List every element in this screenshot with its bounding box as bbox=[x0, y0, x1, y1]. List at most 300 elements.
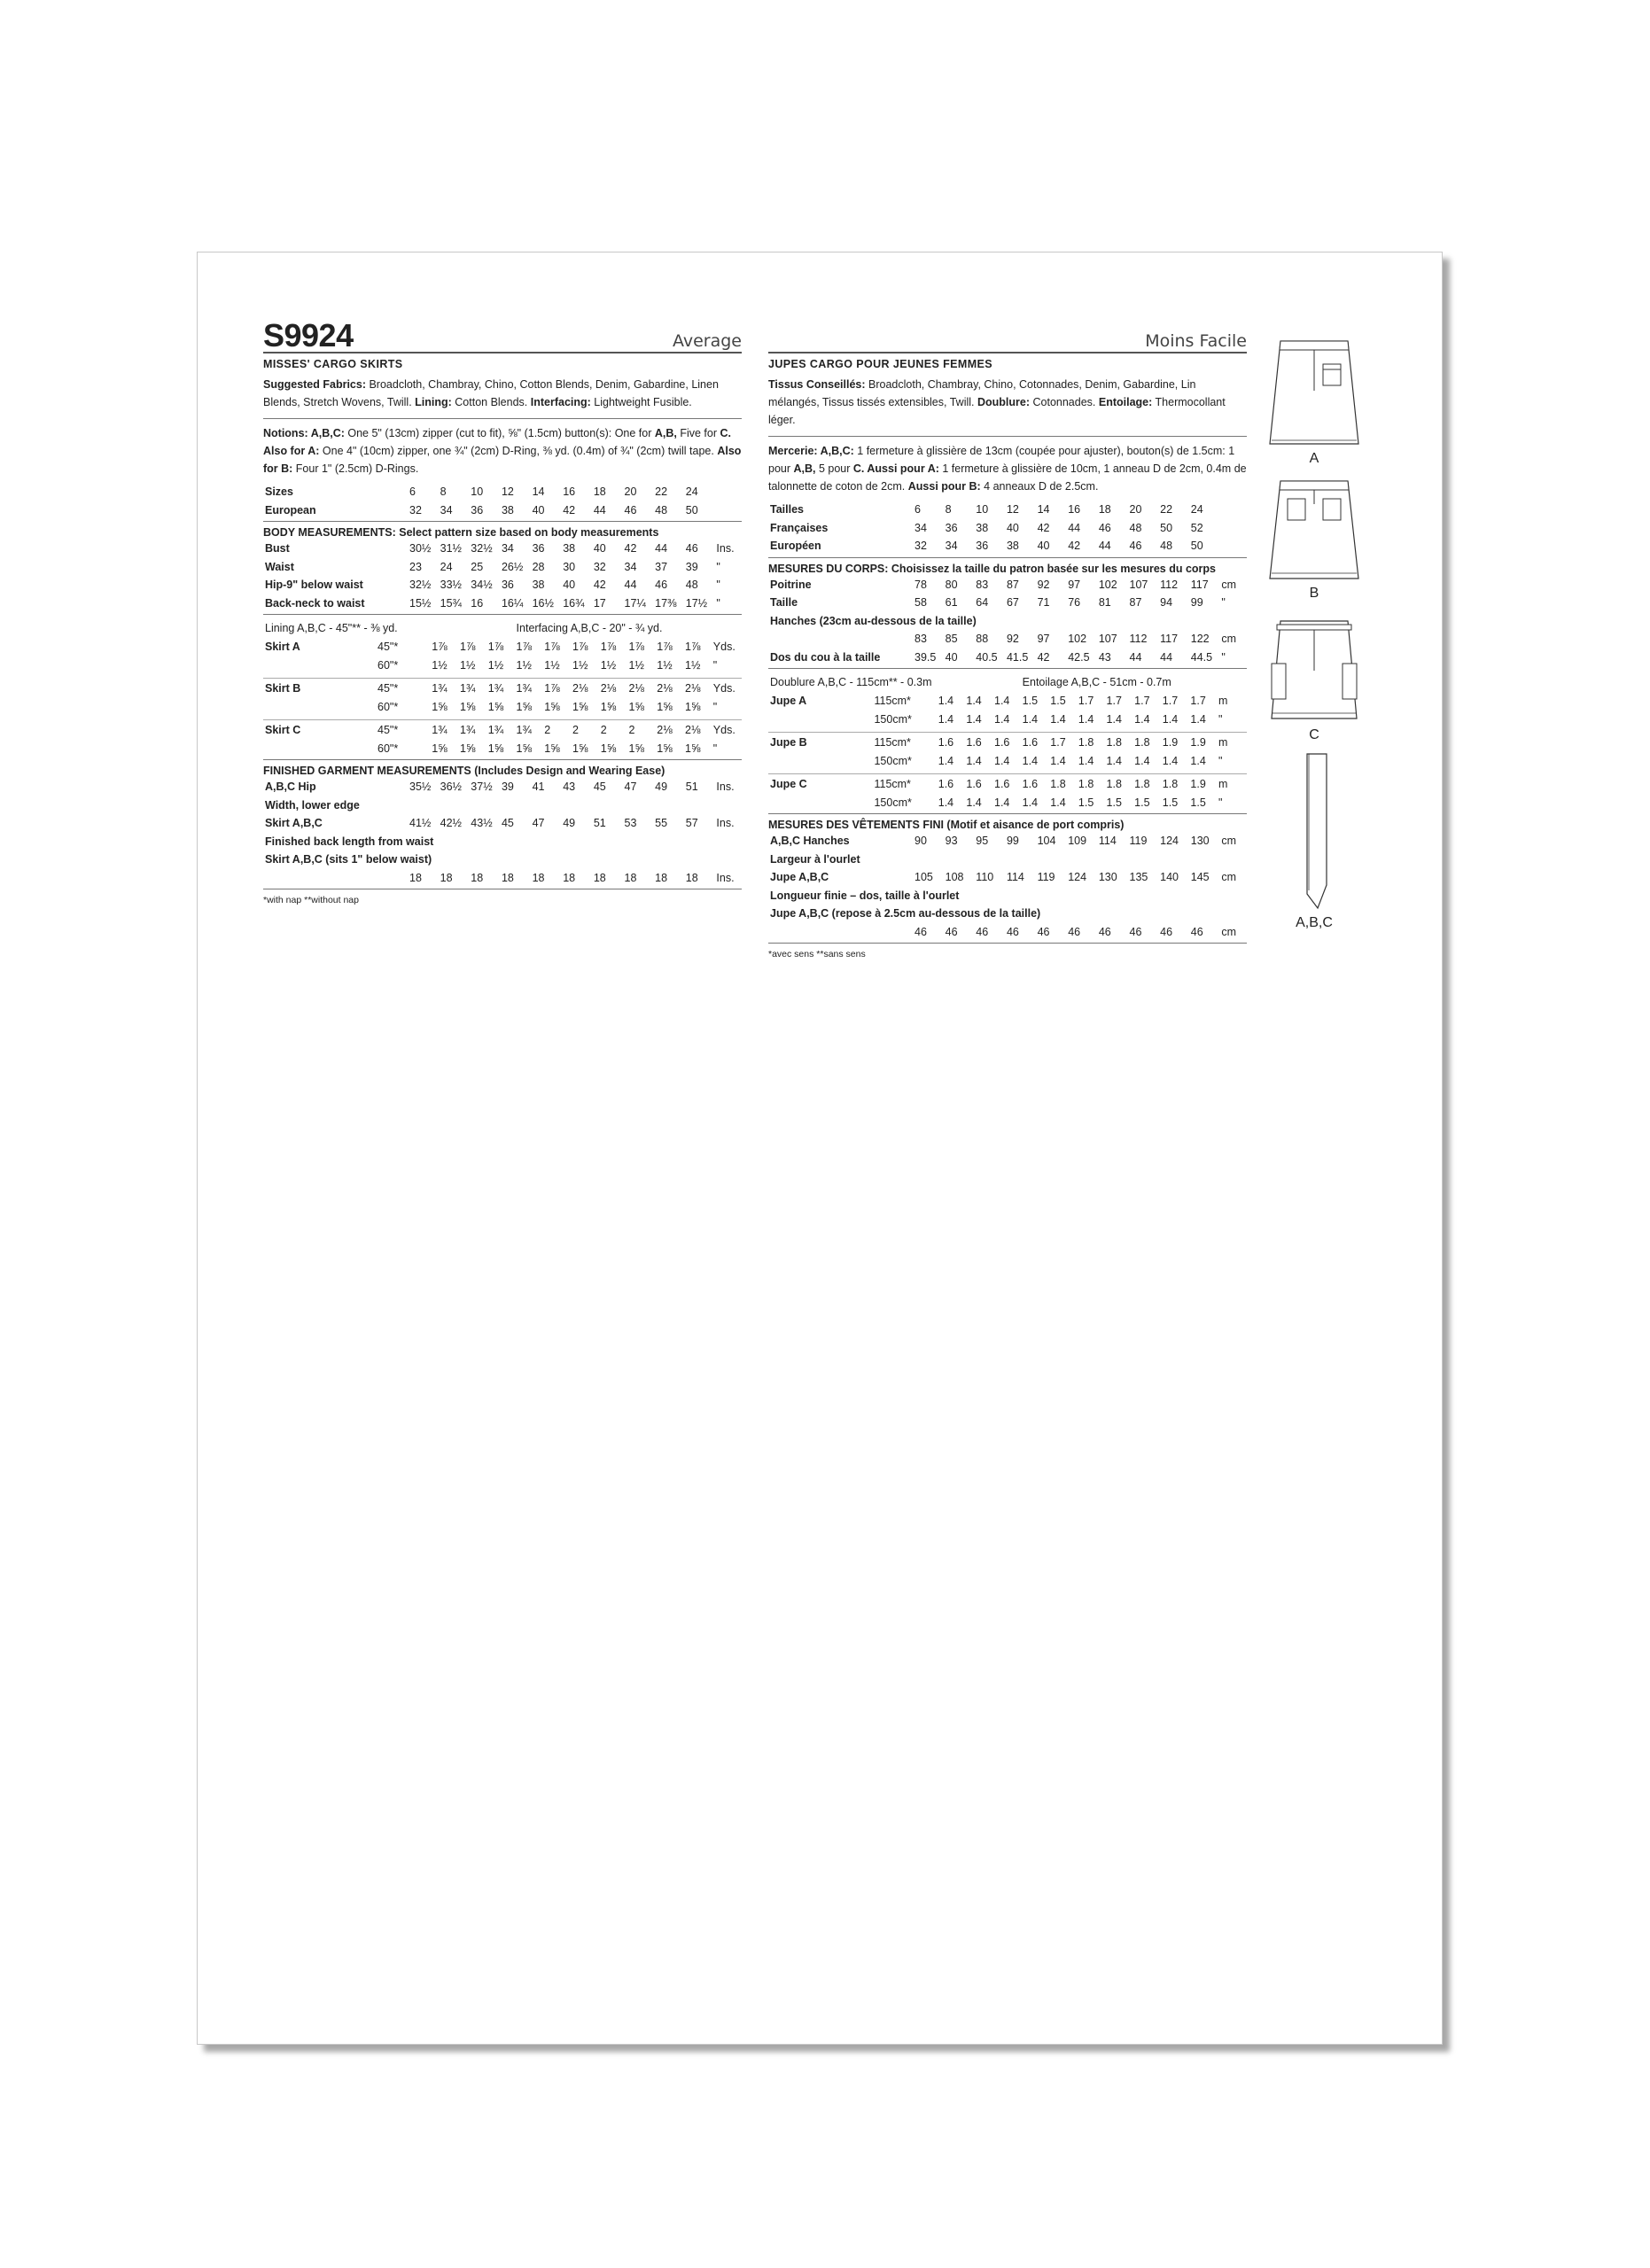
row-label bbox=[768, 710, 872, 728]
unit: Ins. bbox=[716, 817, 735, 830]
table-row bbox=[768, 832, 1247, 850]
cell-value: 46 bbox=[1160, 925, 1173, 938]
cell-value: 1½ bbox=[685, 658, 701, 672]
unit: cm bbox=[1221, 835, 1237, 848]
cell-value: 40 bbox=[532, 503, 545, 517]
unit bbox=[1219, 537, 1247, 555]
row-label: A,B,C Hip bbox=[265, 781, 316, 794]
cell-value: 90 bbox=[915, 835, 927, 848]
cell-value: 1⅝ bbox=[487, 742, 504, 755]
table-row bbox=[768, 868, 1247, 887]
cell-value: 20 bbox=[1129, 503, 1142, 517]
cell-value: 1.4 bbox=[1106, 712, 1122, 726]
cell-value: 46 bbox=[976, 925, 989, 938]
cell-value: 2⅛ bbox=[572, 681, 588, 695]
cell-value: 2⅛ bbox=[628, 681, 644, 695]
cell-value: 1¾ bbox=[460, 723, 476, 736]
footnote: *with nap **without nap bbox=[263, 895, 359, 905]
cell-value: 135 bbox=[1129, 871, 1148, 884]
cell-value: 12 bbox=[501, 485, 514, 499]
cell-value: 1⅞ bbox=[516, 640, 532, 653]
cell-value: 10 bbox=[471, 485, 484, 499]
fabric-width: 60"* bbox=[377, 700, 399, 713]
row-label: Hip-9" below waist bbox=[265, 579, 363, 592]
unit: m bbox=[1218, 735, 1228, 749]
unit: cm bbox=[1221, 871, 1237, 884]
cell-value: 107 bbox=[1098, 633, 1117, 646]
table-row bbox=[263, 697, 742, 716]
cell-value: 8 bbox=[440, 485, 447, 499]
cell-value: 17⅜ bbox=[655, 596, 677, 610]
cell-value: 1.7 bbox=[1106, 694, 1122, 707]
cell-value: 1.7 bbox=[1134, 694, 1150, 707]
cell-value: 22 bbox=[655, 485, 668, 499]
cell-value: 1.7 bbox=[1050, 735, 1066, 749]
row-label: Waist bbox=[265, 560, 294, 573]
cell-value: 42 bbox=[1068, 540, 1081, 553]
cell-value: 1.6 bbox=[938, 777, 954, 790]
row-label: Jupe C bbox=[770, 777, 807, 790]
table-row bbox=[768, 630, 1247, 649]
cell-value: 97 bbox=[1068, 578, 1081, 591]
cell-value: 1⅞ bbox=[657, 640, 673, 653]
cell-value: 1½ bbox=[544, 658, 560, 672]
fabric-width: 60"* bbox=[377, 658, 399, 672]
cell-value: 107 bbox=[1129, 578, 1148, 591]
cell-value: 46 bbox=[1190, 925, 1203, 938]
cell-value: 1¾ bbox=[460, 681, 476, 695]
cell-value: 42 bbox=[1037, 650, 1050, 664]
cell-value: 1⅞ bbox=[487, 640, 504, 653]
cell-value: 95 bbox=[976, 835, 989, 848]
row-label: Jupe A,B,C bbox=[770, 871, 829, 884]
table-row bbox=[768, 612, 1247, 631]
size-table-fr bbox=[768, 501, 1247, 555]
row-label: Tailles bbox=[770, 503, 804, 517]
body-measurements-table bbox=[263, 540, 742, 612]
finished-measurements-table bbox=[263, 778, 742, 887]
table-row bbox=[263, 850, 742, 869]
cell-value: 44 bbox=[1129, 650, 1142, 664]
cell-value: 22 bbox=[1160, 503, 1173, 517]
cell-value: 85 bbox=[945, 633, 958, 646]
cell-value: 38 bbox=[501, 503, 514, 517]
table-row bbox=[768, 905, 1247, 923]
cell-value: 124 bbox=[1160, 835, 1179, 848]
unit: cm bbox=[1221, 925, 1237, 938]
cell-value: 47 bbox=[532, 817, 545, 830]
cell-value: 1.4 bbox=[1190, 754, 1206, 767]
table-row bbox=[768, 850, 1247, 869]
cell-value: 53 bbox=[624, 817, 637, 830]
cell-value: 1⅝ bbox=[685, 742, 701, 755]
cell-value: 32 bbox=[409, 503, 422, 517]
cell-value: 44 bbox=[624, 579, 637, 592]
cell-value: 43½ bbox=[471, 817, 493, 830]
cell-value: 10 bbox=[976, 503, 989, 517]
cell-value: 2⅛ bbox=[600, 681, 617, 695]
pattern-envelope-back bbox=[197, 252, 1443, 2045]
cell-value: 1.4 bbox=[1078, 712, 1094, 726]
row-label: European bbox=[265, 503, 316, 517]
cell-value: 38 bbox=[532, 579, 545, 592]
cell-value: 1½ bbox=[657, 658, 673, 672]
cell-value: 1½ bbox=[432, 658, 448, 672]
cell-value: 1.9 bbox=[1190, 777, 1206, 790]
table-row bbox=[263, 796, 742, 815]
cell-value: 45 bbox=[593, 781, 606, 794]
pattern-number: S9924 bbox=[263, 317, 354, 353]
body-measurements-title-fr: MESURES DU CORPS: Choisissez la taille du patron basée sur les mesures du corps bbox=[768, 562, 1217, 575]
cell-value: 30 bbox=[563, 560, 576, 573]
table-row bbox=[263, 869, 742, 888]
cell-value: 41.5 bbox=[1006, 650, 1029, 664]
table-row bbox=[768, 501, 1247, 519]
cell-value: 36 bbox=[976, 540, 989, 553]
cell-value: 40 bbox=[945, 650, 958, 664]
cell-value: 99 bbox=[1006, 835, 1019, 848]
cell-value: 24 bbox=[440, 560, 453, 573]
cell-value: 2⅛ bbox=[685, 723, 701, 736]
cell-value: 1.4 bbox=[1022, 754, 1039, 767]
cell-value: 39 bbox=[501, 781, 514, 794]
view-c-label: C bbox=[1309, 727, 1319, 742]
table-row bbox=[768, 519, 1247, 538]
view-a-label: A bbox=[1309, 451, 1319, 466]
cell-value: 1½ bbox=[628, 658, 644, 672]
cell-value: 26½ bbox=[501, 560, 524, 573]
fabric-width: 115cm* bbox=[874, 735, 911, 749]
cell-value: 36 bbox=[501, 579, 514, 592]
row-label bbox=[768, 923, 913, 942]
cell-value: 1.5 bbox=[1106, 796, 1122, 809]
unit: " bbox=[712, 658, 718, 672]
cell-value: 18 bbox=[409, 871, 422, 884]
unit: " bbox=[712, 742, 718, 755]
cell-value: 1.4 bbox=[1162, 712, 1179, 726]
cell-value: 109 bbox=[1068, 835, 1087, 848]
cell-value: 32 bbox=[593, 560, 606, 573]
unit: " bbox=[1218, 712, 1223, 726]
cell-value: 2⅛ bbox=[685, 681, 701, 695]
cell-value: 1⅝ bbox=[628, 742, 644, 755]
row-label: Taille bbox=[770, 596, 798, 610]
cell-value: 140 bbox=[1160, 871, 1179, 884]
cell-value: 37 bbox=[655, 560, 668, 573]
table-row bbox=[768, 537, 1247, 555]
fabric-width: 150cm* bbox=[874, 796, 912, 809]
cell-value: 46 bbox=[1068, 925, 1081, 938]
cell-value: 1¾ bbox=[487, 723, 504, 736]
cell-value: 1.9 bbox=[1190, 735, 1206, 749]
cell-value: 2⅛ bbox=[657, 681, 673, 695]
cell-value: 1⅞ bbox=[460, 640, 476, 653]
cell-value: 1¾ bbox=[516, 723, 532, 736]
fabric-width: 60"* bbox=[377, 742, 399, 755]
cell-value: 49 bbox=[655, 781, 668, 794]
row-label: Européen bbox=[770, 540, 821, 553]
cell-value: 1⅝ bbox=[432, 700, 448, 713]
cell-value: 114 bbox=[1098, 835, 1117, 848]
interfacing-yardage: Entoilage A,B,C - 51cm - 0.7m bbox=[1022, 675, 1171, 688]
cell-value: 1.6 bbox=[1022, 777, 1039, 790]
cell-value: 1⅝ bbox=[544, 742, 560, 755]
cell-value: 110 bbox=[976, 871, 994, 884]
cell-value: 25 bbox=[471, 560, 484, 573]
cell-value: 1⅝ bbox=[516, 700, 532, 713]
fabric-description: Suggested Fabrics: Broadcloth, Chambray, Chino, Cotton Blends, Denim, Gabardine, Linen Blends, Stretch Wovens, Twill. Lining: Cotton Blends. Interfacing: Lightweight Fusible. bbox=[263, 378, 719, 408]
cell-value: 1.5 bbox=[1050, 694, 1066, 707]
cell-value: 34 bbox=[501, 542, 514, 555]
cell-value: 18 bbox=[501, 871, 514, 884]
unit: " bbox=[716, 579, 720, 592]
cell-value: 34 bbox=[440, 503, 453, 517]
table-row bbox=[263, 483, 742, 501]
cell-value: 23 bbox=[409, 560, 422, 573]
cell-value: 97 bbox=[1037, 633, 1050, 646]
cell-value: 41½ bbox=[409, 817, 432, 830]
cell-value: 15¾ bbox=[440, 596, 462, 610]
cell-value: 46 bbox=[1129, 925, 1142, 938]
cell-value: 1.5 bbox=[1078, 796, 1094, 809]
cell-value: 46 bbox=[1098, 925, 1111, 938]
cell-value: 1.4 bbox=[1050, 754, 1066, 767]
lining-yardage: Doublure A,B,C - 115cm** - 0.3m bbox=[770, 675, 932, 688]
table-row bbox=[263, 679, 742, 698]
cell-value: 16½ bbox=[532, 596, 554, 610]
cell-value: 16 bbox=[1068, 503, 1081, 517]
finished-measurements-table-fr bbox=[768, 832, 1247, 941]
cell-value: 1.4 bbox=[994, 694, 1010, 707]
cell-value: 36 bbox=[532, 542, 545, 555]
cell-value: 1.4 bbox=[938, 712, 954, 726]
cell-value: 1½ bbox=[600, 658, 617, 672]
cell-value: 1⅝ bbox=[600, 742, 617, 755]
cell-value: 31½ bbox=[440, 542, 462, 555]
tie-belt-icon bbox=[1300, 752, 1335, 912]
table-row bbox=[263, 720, 742, 740]
row-label: Skirt C bbox=[265, 723, 301, 736]
cell-value: 32½ bbox=[471, 542, 493, 555]
row-label: A,B,C Hanches bbox=[770, 835, 850, 848]
cell-value: 1⅞ bbox=[544, 681, 560, 695]
unit: " bbox=[1221, 650, 1226, 664]
cell-value: 34½ bbox=[471, 579, 493, 592]
row-label: Jupe B bbox=[770, 735, 807, 749]
french-header bbox=[768, 315, 1247, 353]
row-label bbox=[768, 630, 913, 649]
cell-value: 12 bbox=[1006, 503, 1019, 517]
cell-value: 1⅝ bbox=[460, 700, 476, 713]
cell-value: 40 bbox=[1006, 521, 1019, 534]
cell-value: 1.5 bbox=[1022, 694, 1039, 707]
cell-value: 36½ bbox=[440, 781, 462, 794]
cell-value: 119 bbox=[1129, 835, 1148, 848]
cell-value: 1⅞ bbox=[685, 640, 701, 653]
cell-value: 1⅝ bbox=[572, 742, 588, 755]
cell-value: 1.4 bbox=[1162, 754, 1179, 767]
cell-value: 1.8 bbox=[1134, 777, 1150, 790]
cell-value: 18 bbox=[655, 871, 668, 884]
cell-value: 1⅝ bbox=[657, 700, 673, 713]
cell-value: 1.4 bbox=[966, 754, 982, 767]
unit bbox=[1219, 501, 1247, 519]
table-row bbox=[263, 656, 742, 674]
unit: Yds. bbox=[712, 681, 735, 695]
cell-value: 16¼ bbox=[501, 596, 524, 610]
cell-value: 1.6 bbox=[938, 735, 954, 749]
table-row bbox=[263, 540, 742, 558]
cell-value: 44 bbox=[593, 503, 606, 517]
cell-value: 117 bbox=[1190, 578, 1209, 591]
row-label: Hanches (23cm au-dessous de la taille) bbox=[770, 614, 977, 627]
cell-value: 1.5 bbox=[1134, 796, 1150, 809]
cell-value: 1.4 bbox=[966, 712, 982, 726]
cell-value: 145 bbox=[1190, 871, 1210, 884]
cell-value: 99 bbox=[1190, 596, 1203, 610]
fabric-width: 45"* bbox=[377, 681, 399, 695]
cell-value: 43 bbox=[563, 781, 576, 794]
cell-value: 40 bbox=[593, 542, 606, 555]
cell-value: 1⅝ bbox=[432, 742, 448, 755]
cell-value: 42 bbox=[593, 579, 606, 592]
cell-value: 76 bbox=[1068, 596, 1081, 610]
table-row bbox=[768, 923, 1247, 942]
cell-value: 1⅝ bbox=[460, 742, 476, 755]
unit bbox=[714, 501, 742, 520]
cell-value: 1.4 bbox=[938, 754, 954, 767]
unit: Yds. bbox=[712, 723, 735, 736]
cell-value: 18 bbox=[593, 485, 606, 499]
cell-value: 1.4 bbox=[994, 754, 1010, 767]
cell-value: 64 bbox=[976, 596, 989, 610]
unit: cm bbox=[1221, 578, 1237, 591]
cell-value: 1.7 bbox=[1162, 694, 1179, 707]
cell-value: 2 bbox=[544, 723, 551, 736]
cell-value: 78 bbox=[915, 578, 927, 591]
cell-value: 1⅞ bbox=[572, 640, 588, 653]
cell-value: 112 bbox=[1129, 633, 1148, 646]
cell-value: 42½ bbox=[440, 817, 462, 830]
row-label: Bust bbox=[265, 542, 290, 555]
cell-value: 55 bbox=[655, 817, 668, 830]
cell-value: 1.6 bbox=[966, 777, 982, 790]
cell-value: 41 bbox=[532, 781, 545, 794]
cell-value: 1.6 bbox=[994, 735, 1010, 749]
cell-value: 48 bbox=[1129, 521, 1142, 534]
cell-value: 16 bbox=[471, 596, 484, 610]
cell-value: 130 bbox=[1098, 871, 1117, 884]
cell-value: 42 bbox=[624, 542, 637, 555]
cell-value: 2 bbox=[572, 723, 579, 736]
notions-description-fr: Mercerie: A,B,C: 1 fermeture à glissière de 13cm (coupée pour ajuster), bouton(s) de 1.5cm: 1 pour A,B, 5 pour C. Aussi pour A: 1 fermeture à glissière de 10cm, 1 anneau D de 2cm, 0.4m de talonnette de coton de 2cm. Aussi pour B: 4 anneaux D de 2.5cm. bbox=[768, 445, 1247, 493]
cell-value: 20 bbox=[624, 485, 637, 499]
unit: " bbox=[1218, 796, 1223, 809]
cell-value: 43 bbox=[1098, 650, 1111, 664]
cell-value: 46 bbox=[624, 503, 637, 517]
cell-value: 17¼ bbox=[624, 596, 646, 610]
cell-value: 44 bbox=[1068, 521, 1081, 534]
cell-value: 1.4 bbox=[1134, 712, 1150, 726]
cell-value: 1.7 bbox=[1078, 694, 1094, 707]
cell-value: 104 bbox=[1037, 835, 1056, 848]
cell-value: 44 bbox=[1160, 650, 1173, 664]
cell-value: 94 bbox=[1160, 596, 1173, 610]
cell-value: 17½ bbox=[685, 596, 708, 610]
unit: Ins. bbox=[716, 871, 735, 884]
cell-value: 24 bbox=[685, 485, 698, 499]
cell-value: 1.4 bbox=[938, 694, 954, 707]
cell-value: 1⅞ bbox=[600, 640, 617, 653]
cell-value: 1.6 bbox=[966, 735, 982, 749]
row-label: Jupe A bbox=[770, 694, 807, 707]
row-label: Skirt B bbox=[265, 681, 301, 695]
cell-value: 48 bbox=[1160, 540, 1173, 553]
english-column bbox=[263, 315, 742, 905]
cell-value: 8 bbox=[945, 503, 952, 517]
cell-value: 1½ bbox=[460, 658, 476, 672]
skirt-b-icon bbox=[1268, 478, 1360, 586]
cell-value: 1.4 bbox=[1050, 796, 1066, 809]
cell-value: 50 bbox=[1160, 521, 1173, 534]
cell-value: 1.4 bbox=[1134, 754, 1150, 767]
cell-value: 57 bbox=[685, 817, 698, 830]
size-table bbox=[263, 483, 742, 519]
table-row bbox=[263, 814, 742, 833]
cell-value: 18 bbox=[685, 871, 698, 884]
cell-value: 92 bbox=[1037, 578, 1050, 591]
cell-value: 16 bbox=[563, 485, 576, 499]
unit: Ins. bbox=[716, 542, 735, 555]
cell-value: 47 bbox=[624, 781, 637, 794]
cell-value: 14 bbox=[1037, 503, 1050, 517]
cell-value: 1⅞ bbox=[628, 640, 644, 653]
french-column bbox=[768, 315, 1247, 959]
cell-value: 6 bbox=[409, 485, 416, 499]
row-label: Back-neck to waist bbox=[265, 596, 365, 610]
cell-value: 1.8 bbox=[1134, 735, 1150, 749]
cell-value: 6 bbox=[915, 503, 921, 517]
cell-value: 58 bbox=[915, 596, 927, 610]
row-label bbox=[263, 697, 376, 716]
table-row bbox=[263, 558, 742, 577]
cell-value: 24 bbox=[1190, 503, 1203, 517]
unit: " bbox=[1221, 596, 1226, 610]
cell-value: 32½ bbox=[409, 579, 432, 592]
cell-value: 35½ bbox=[409, 781, 432, 794]
cell-value: 1.8 bbox=[1078, 735, 1094, 749]
cell-value: 46 bbox=[655, 579, 668, 592]
cell-value: 38 bbox=[976, 521, 989, 534]
cell-value: 1.4 bbox=[1190, 712, 1206, 726]
row-label bbox=[768, 793, 872, 812]
cell-value: 92 bbox=[1006, 633, 1019, 646]
cell-value: 1.6 bbox=[994, 777, 1010, 790]
cell-value: 83 bbox=[976, 578, 989, 591]
cell-value: 81 bbox=[1098, 596, 1111, 610]
cell-value: 1.4 bbox=[1106, 754, 1122, 767]
cell-value: 18 bbox=[440, 871, 453, 884]
cell-value: 1.4 bbox=[966, 694, 982, 707]
fabric-width: 115cm* bbox=[874, 777, 911, 790]
table-row bbox=[768, 594, 1247, 612]
unit bbox=[714, 483, 742, 501]
cell-value: 16¾ bbox=[563, 596, 585, 610]
cell-value: 18 bbox=[624, 871, 637, 884]
cell-value: 67 bbox=[1006, 596, 1019, 610]
cell-value: 36 bbox=[471, 503, 484, 517]
cell-value: 51 bbox=[685, 781, 698, 794]
